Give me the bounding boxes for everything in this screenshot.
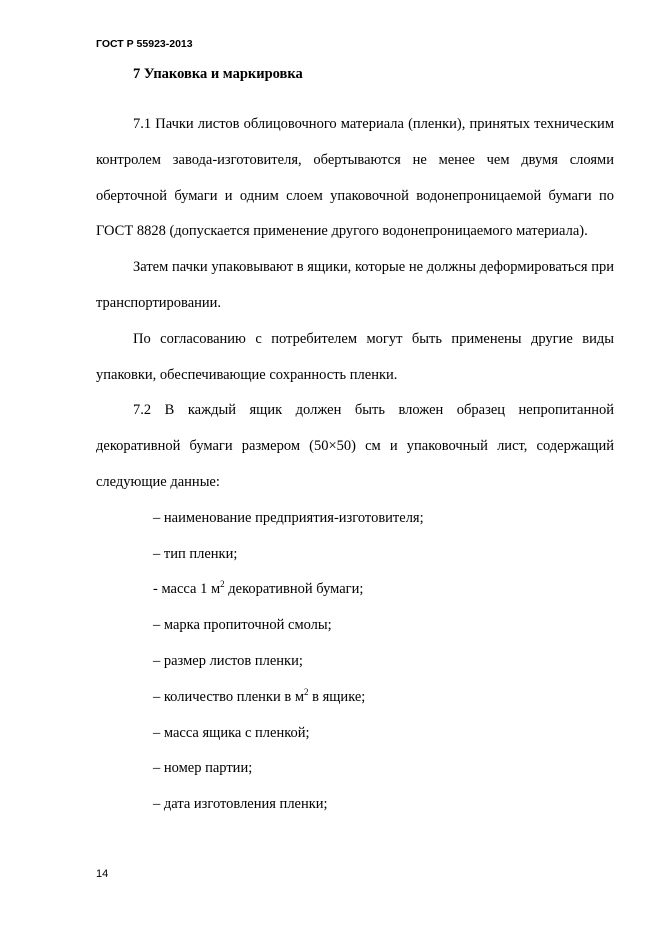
section-title: 7 Упаковка и маркировка (133, 66, 303, 82)
list-item: – тип пленки; (153, 545, 238, 562)
list-item-text: – количество пленки в м (153, 688, 304, 705)
list-item: – номер партии; (153, 760, 253, 777)
list-item: – наименование предприятия-изготовителя; (153, 509, 424, 526)
list-item-text: - масса 1 м (153, 581, 221, 598)
paragraph-7-2: 7.2 В каждый ящик должен быть вложен образец непропитанной декоративной бумаги размером (50×50) см и упаковочный лист, содержащий следующие данные: (96, 402, 614, 490)
superscript: 2 (220, 579, 225, 590)
list-item-text: декоративной бумаги; (224, 581, 364, 598)
paragraph-other-packaging: По согласованию с потребителем могут быть применены другие виды упаковки, обеспечивающие сохранность пленки. (96, 330, 614, 383)
packing-list-data (96, 501, 614, 823)
superscript: 2 (304, 686, 309, 697)
body-text (96, 107, 614, 823)
page-number: 14 (96, 868, 109, 880)
list-item: – масса ящика с пленкой; (153, 724, 310, 741)
list-item: – размер листов пленки; (153, 652, 303, 669)
paragraph-packing-boxes: Затем пачки упаковывают в ящики, которые не должны деформироваться при транспортировании. (96, 259, 614, 311)
list-item: – дата изготовления пленки; (153, 796, 328, 813)
paragraph-7-1: 7.1 Пачки листов облицовочного материала (пленки), принятых техническим контролем завода-изготовителя, обертываются не менее чем двумя слоями оберточной бумаги и одним слоем упаковочной водонепроницаемой бумаги по ГОСТ 8828 (допускается применение другого водонепроницаемого материала). (96, 116, 614, 240)
document-header: ГОСТ Р 55923-2013 (96, 38, 193, 50)
list-item (153, 572, 614, 608)
list-item: – марка пропиточной смолы; (153, 617, 332, 634)
list-item-text: в ящике; (308, 688, 366, 705)
list-item (153, 680, 614, 716)
